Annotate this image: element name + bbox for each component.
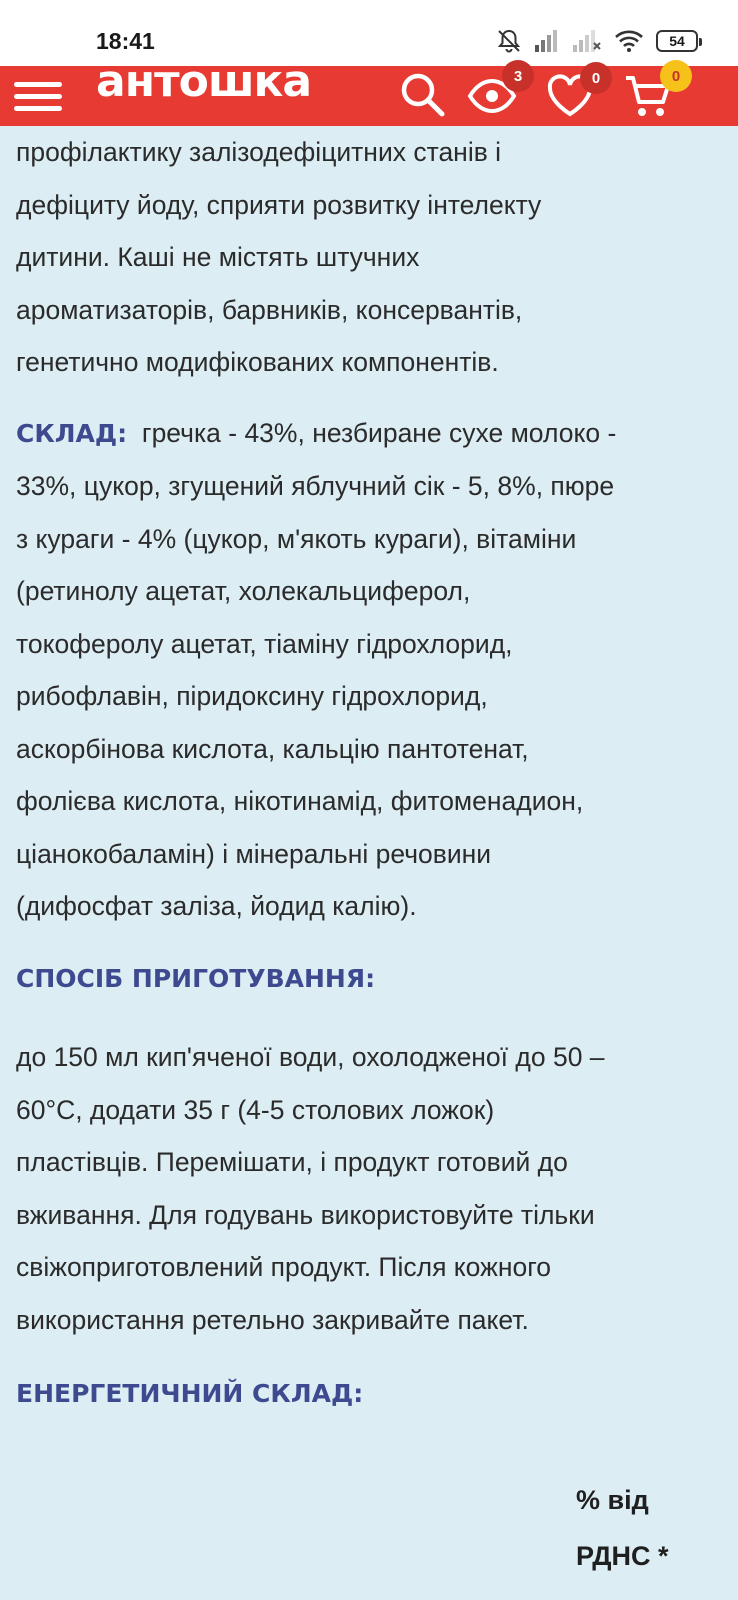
rdns-line: % від	[576, 1485, 649, 1515]
text-line: свіжоприготовлений продукт. Після кожного	[16, 1252, 552, 1282]
bell-off-icon	[496, 28, 522, 54]
search-icon	[398, 70, 450, 122]
text-line: з кураги - 4% (цукор, м'якоть кураги), вітаміни	[16, 523, 577, 554]
search-button[interactable]	[398, 70, 450, 122]
text-line: до 150 мл кип'яченої води, охолодженої до 50 –	[16, 1042, 605, 1072]
menu-button[interactable]	[14, 74, 66, 118]
text-line: ціанокобаламін) і мінеральні речовини	[16, 838, 492, 869]
preparation-text	[16, 1031, 722, 1346]
cart-button[interactable]	[622, 67, 681, 122]
menu-bar	[14, 106, 62, 111]
composition-label: СКЛАД:	[16, 418, 128, 448]
text-line: генетично модифікованих компонентів.	[16, 347, 499, 377]
app-header	[0, 56, 738, 126]
text-line: ароматизаторів, барвників, консервантів,	[16, 294, 523, 325]
wifi-icon	[614, 29, 644, 53]
text-line: 60°С, додати 35 г (4-5 столових ложок)	[16, 1094, 495, 1125]
menu-bar	[14, 82, 62, 87]
text-line: (дифосфат заліза, йодид калію).	[16, 891, 417, 921]
preparation-title: СПОСІБ ПРИГОТУВАННЯ:	[16, 963, 376, 993]
composition-text: гречка - 43%, незбиране сухе молоко -	[141, 417, 617, 448]
energy-title: ЕНЕРГЕТИЧНИЙ СКЛАД:	[16, 1379, 364, 1408]
text-line: фолієва кислота, нікотинамід, фитоменадион,	[16, 786, 584, 816]
text-line: вживання. Для годувань використовуйте тільки	[16, 1199, 595, 1230]
text-line	[16, 407, 722, 461]
signal-no-service-icon	[572, 29, 602, 53]
viewed-button[interactable]	[466, 67, 523, 122]
text-line: аскорбінова кислота, кальцію пантотенат,	[16, 733, 529, 764]
text-line: пластівців. Перемішати, і продукт готовий до	[16, 1147, 568, 1177]
status-time: 18:41	[96, 28, 155, 54]
product-description	[0, 126, 738, 1421]
text-line: дитини. Каші не містять штучних	[16, 242, 420, 272]
viewed-count-badge: 3	[502, 60, 534, 92]
text-line: використання ретельно закривайте пакет.	[16, 1304, 529, 1335]
rdns-header	[576, 1472, 696, 1584]
text-line: 33%, цукор, згущений яблучний сік - 5, 8%, пюре	[16, 471, 615, 501]
text-line: (ретинолу ацетат, холекальциферол,	[16, 576, 471, 606]
text-line: профілактику залізодефіцитних станів і	[16, 137, 502, 167]
text-line: рибофлавін, піридоксину гідрохлорид,	[16, 681, 488, 711]
cart-count-badge: 0	[660, 60, 692, 92]
battery-icon: 54	[656, 30, 698, 52]
intro-text	[16, 126, 722, 389]
signal-icon	[534, 29, 560, 53]
favorites-count-badge: 0	[580, 62, 612, 94]
composition-section	[16, 407, 722, 933]
logo[interactable]: антошка	[96, 56, 312, 107]
rdns-line: РДНС *	[576, 1541, 669, 1571]
status-icons	[496, 26, 698, 56]
text-line: токоферолу ацетат, тіаміну гідрохлорид,	[16, 628, 513, 659]
menu-bar	[14, 94, 62, 99]
text-line: дефіциту йоду, сприяти розвитку інтелекту	[16, 189, 542, 220]
favorites-button[interactable]	[544, 69, 601, 122]
